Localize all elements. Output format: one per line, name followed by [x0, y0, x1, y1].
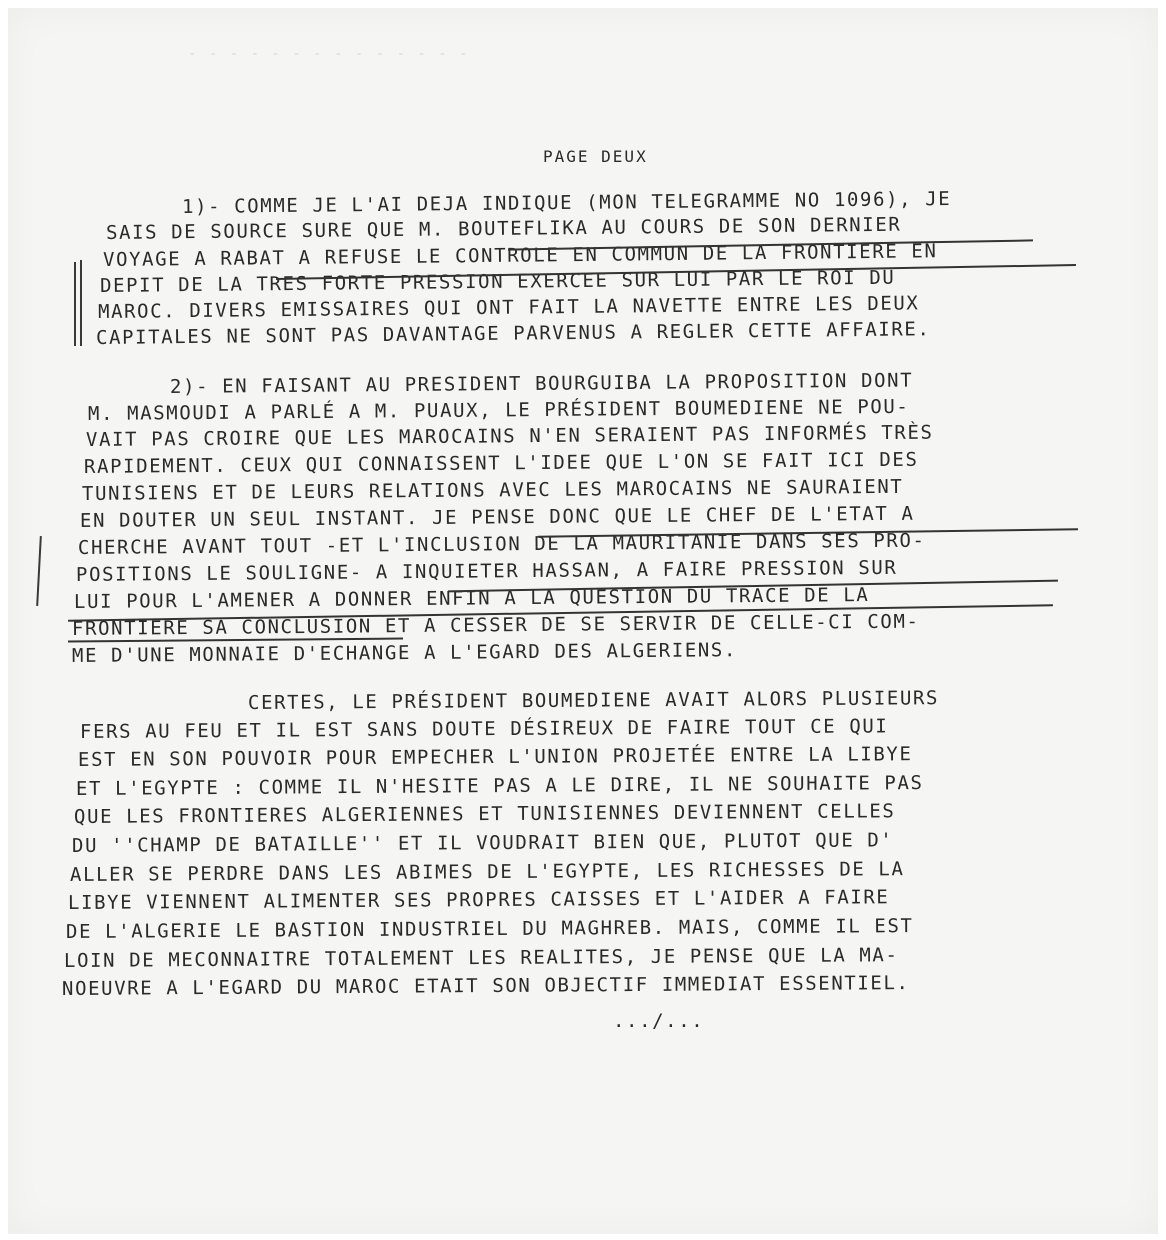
p3-line-4: ET L'EGYPTE : COMME IL N'HESITE PAS A LE DIRE, IL NE SOUHAITE PAS — [75, 772, 924, 800]
p1-line-3: VOYAGE A RABAT A REFUSE LE CONTROLE EN COMMUN DE LA FRONTIERE EN — [102, 240, 938, 271]
document-page — [8, 8, 1158, 1234]
p1-line-5: MAROC. DIVERS EMISSAIRES QUI ONT FAIT LA NAVETTE ENTRE LES DEUX — [97, 292, 920, 323]
p2-line-8: POSITIONS LE SOULIGNE- A INQUIETER HASSAN, A FAIRE PRESSION SUR — [75, 556, 898, 586]
p3-line-8: LIBYE VIENNENT ALIMENTER SES PROPRES CAISSES ET L'AIDER A FAIRE — [67, 886, 890, 914]
p2-line-11: ME D'UNE MONNAIE D'ECHANGE A L'EGARD DES ALGERIENS. — [71, 639, 738, 667]
p3-line-1: CERTES, LE PRÉSIDENT BOUMEDIENE AVAIT ALORS PLUSIEURS — [247, 687, 940, 714]
p2-line-9: LUI POUR L'AMENER A DONNER ENFIN A LA QUESTION DU TRACE DE LA — [73, 584, 870, 613]
p2-line-6: EN DOUTER UN SEUL INSTANT. JE PENSE DONC QUE LE CHEF DE L'ETAT A — [79, 502, 915, 532]
p1-line-2 — [106, 214, 902, 244]
p2-line-10: FRONTIERE SA CONCLUSION ET A CESSER DE SE SERVIR DE CELLE-CI COM- — [71, 610, 920, 640]
p2-line-3: VAIT PAS CROIRE QUE LES MAROCAINS N'EN SERAIENT PAS INFORMÉS TRÈS — [85, 421, 934, 451]
p2-line-5: TUNISIENS ET DE LEURS RELATIONS AVEC LES MAROCAINS NE SAURAIENT — [81, 475, 904, 505]
p3-line-9: DE L'ALGERIE LE BASTION INDUSTRIEL DU MAGHREB. MAIS, COMME IL EST — [65, 915, 914, 943]
p3-line-5: QUE LES FRONTIERES ALGERIENNES ET TUNISIENNES DEVIENNENT CELLES — [73, 800, 896, 828]
margin-mark-p2 — [36, 536, 42, 606]
p1-line-2-text: SAIS DE SOURCE SURE QUE M. BOUTEFLIKA AU COURS DE SON DERNIER — [105, 213, 902, 244]
p3-line-6: DU ''CHAMP DE BATAILLE'' ET IL VOUDRAIT BIEN QUE, PLUTOT QUE D' — [71, 829, 894, 857]
p3-line-2: FERS AU FEU ET IL EST SANS DOUTE DÉSIREUX DE FAIRE TOUT CE QUI — [79, 715, 889, 743]
p1-line-1: 1)- COMME JE L'AI DEJA INDIQUE (MON TELEGRAMME NO 1096), JE — [181, 187, 952, 218]
p3-line-3: EST EN SON POUVOIR POUR EMPECHER L'UNION PROJETÉE ENTRE LA LIBYE — [77, 743, 913, 771]
margin-mark-p1-b — [80, 260, 82, 346]
p1-line-4: DEPIT DE LA TRES FORTE PRESSION EXERCEE SUR LUI PAR LE ROI DU — [99, 266, 896, 297]
p2-line-1: 2)- EN FAISANT AU PRESIDENT BOURGUIBA LA PROPOSITION DONT — [169, 369, 914, 398]
continuation-mark: .../... — [613, 1010, 705, 1032]
page-title: PAGE DEUX — [543, 147, 648, 166]
p1-line-6: CAPITALES NE SONT PAS DAVANTAGE PARVENUS A REGLER CETTE AFFAIRE. — [95, 318, 931, 349]
p3-line-10: LOIN DE MECONNAITRE TOTALEMENT LES REALITES, JE PENSE QUE LA MA- — [63, 944, 899, 972]
p2-line-2: M. MASMOUDI A PARLÉ A M. PUAUX, LE PRÉSIDENT BOUMEDIENE NE POU- — [87, 395, 910, 425]
p2-line-7: CHERCHE AVANT TOUT -ET L'INCLUSION DE LA MAURITANIE DANS SES PRO- — [77, 529, 926, 559]
margin-mark-p1 — [74, 262, 76, 346]
p3-line-11: NOEUVRE A L'EGARD DU MAROC ETAIT SON OBJECTIF IMMEDIAT ESSENTIEL. — [61, 972, 910, 1000]
p3-line-7: ALLER SE PERDRE DANS LES ABIMES DE L'EGYPTE, LES RICHESSES DE LA — [69, 858, 905, 886]
p2-line-4: RAPIDEMENT. CEUX QUI CONNAISSENT L'IDEE QUE L'ON SE FAIT ICI DES — [83, 448, 919, 478]
show-through-text: - - - - - - - - - - - - - - — [188, 46, 470, 62]
